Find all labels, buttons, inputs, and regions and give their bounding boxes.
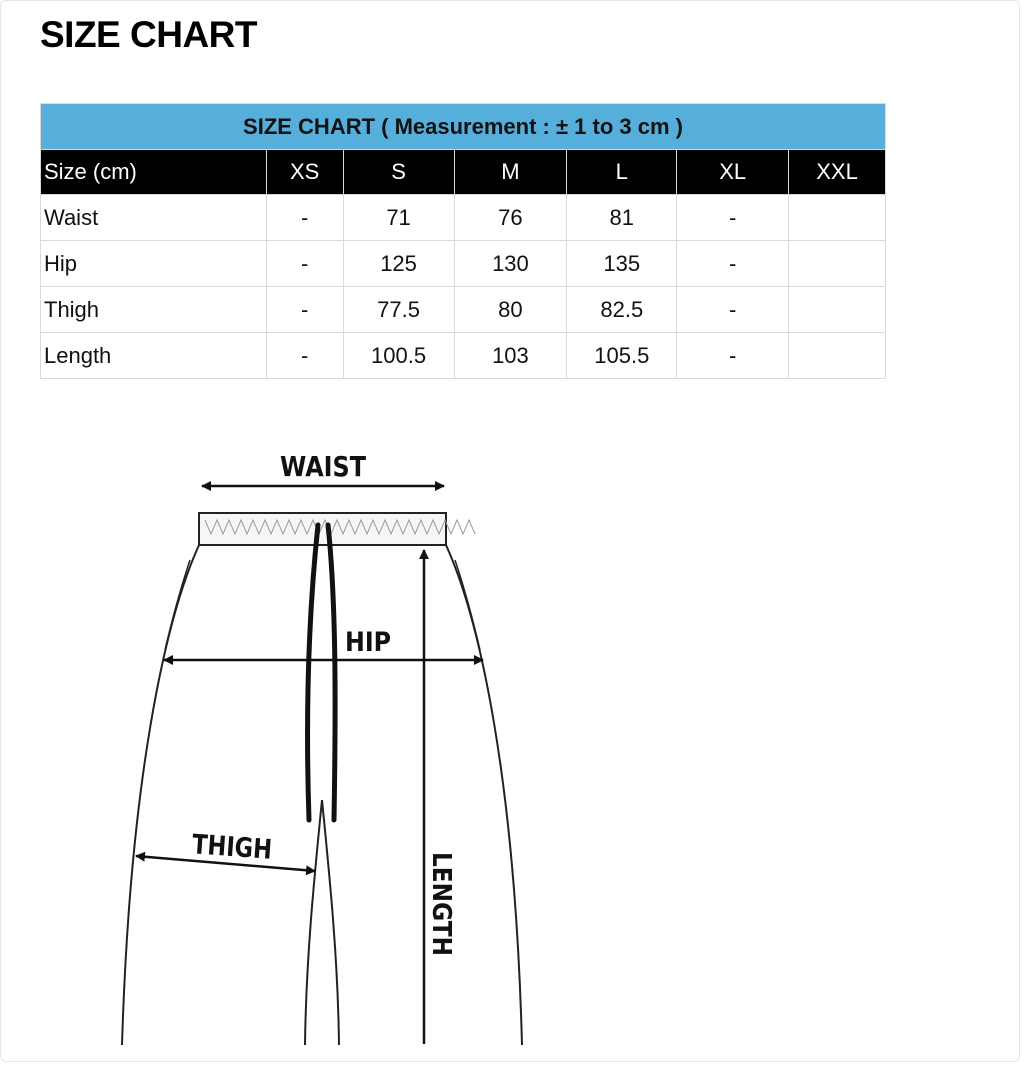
table-cell: - <box>266 287 343 333</box>
table-cell: 100.5 <box>343 333 454 379</box>
table-cell: - <box>266 241 343 287</box>
hip-label: HIP <box>345 627 391 658</box>
page-title: SIZE CHART <box>40 14 257 55</box>
table-cell: 135 <box>567 241 677 287</box>
table-cell: 77.5 <box>343 287 454 333</box>
table-cell: 105.5 <box>567 333 677 379</box>
thigh-label: THIGH <box>191 829 289 867</box>
length-label: LENGTH <box>426 852 456 969</box>
waist-label: WAIST <box>280 450 366 483</box>
waistband <box>199 513 475 545</box>
drawstrings <box>308 525 336 820</box>
header-cell-m: M <box>454 150 567 195</box>
table-cell: 76 <box>454 195 567 241</box>
row-label-length: Length <box>41 333 267 379</box>
table-cell: 81 <box>567 195 677 241</box>
table-cell: - <box>677 287 789 333</box>
header-cell-xs: XS <box>266 150 343 195</box>
header-cell-xl: XL <box>677 150 789 195</box>
header-cell-size: Size (cm) <box>41 150 267 195</box>
table-cell: - <box>677 195 789 241</box>
table-cell: 130 <box>454 241 567 287</box>
header-cell-xxl: XXL <box>789 150 886 195</box>
table-cell: 71 <box>343 195 454 241</box>
row-label-hip: Hip <box>41 241 267 287</box>
table-cell: 125 <box>343 241 454 287</box>
header-cell-s: S <box>343 150 454 195</box>
table-cell: - <box>266 333 343 379</box>
table-caption: SIZE CHART ( Measurement : ± 1 to 3 cm ) <box>41 104 886 150</box>
table-cell: 80 <box>454 287 567 333</box>
pants-outline <box>122 545 522 1045</box>
table-cell: 82.5 <box>567 287 677 333</box>
table-cell: 103 <box>454 333 567 379</box>
row-label-thigh: Thigh <box>41 287 267 333</box>
header-cell-l: L <box>567 150 677 195</box>
row-label-waist: Waist <box>41 195 267 241</box>
table-cell: - <box>677 241 789 287</box>
table-cell: - <box>677 333 789 379</box>
table-cell: - <box>266 195 343 241</box>
